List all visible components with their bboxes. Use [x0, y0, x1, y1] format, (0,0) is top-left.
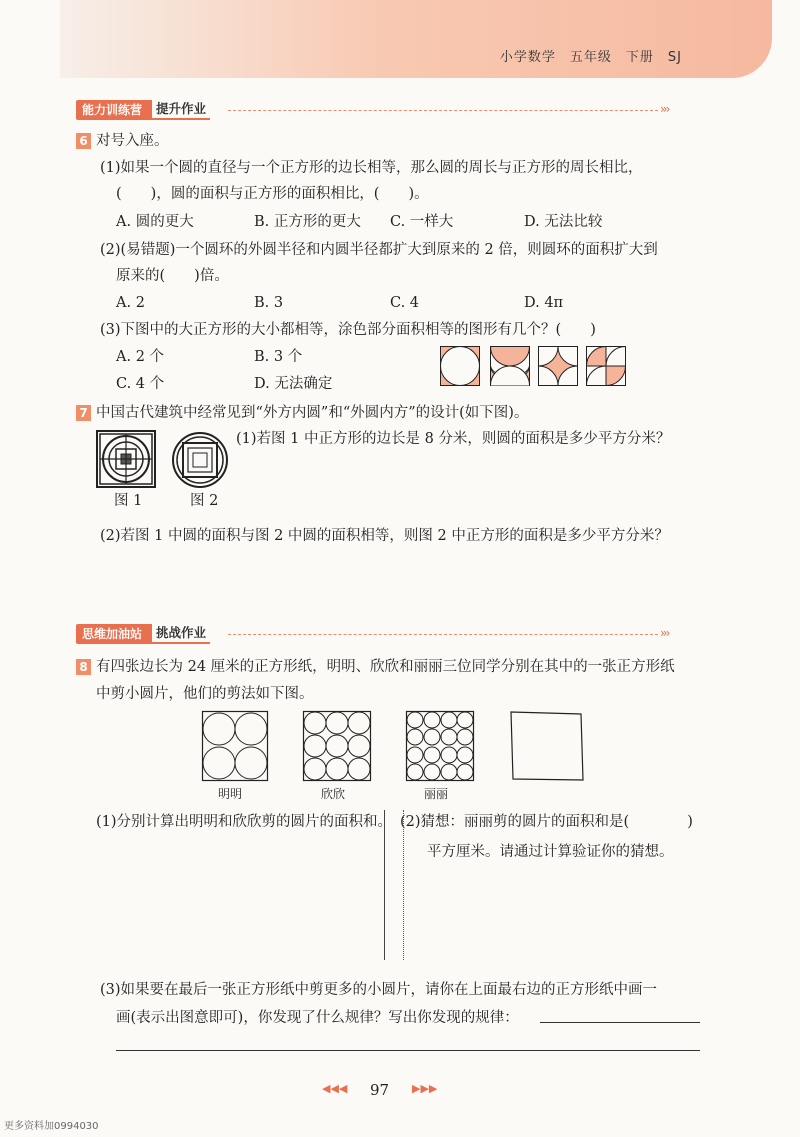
- question-number: 8: [76, 659, 91, 675]
- q6-p1-line2: ( )，圆的面积与正方形的面积相比，( )。: [116, 186, 429, 202]
- option-c: C. 4 个: [116, 376, 165, 392]
- name-mingming: 明明: [218, 787, 243, 801]
- square-paper-lili: [406, 711, 474, 781]
- figure-1-caption: 图 1: [114, 493, 143, 509]
- option-c: C. 4: [390, 295, 420, 311]
- section-tag-sub: 提升作业: [152, 100, 210, 120]
- square-paper-blank[interactable]: [510, 711, 584, 781]
- answer-line[interactable]: [540, 1022, 700, 1023]
- q6-p1-line1: (1)如果一个圆的直径与一个正方形的边长相等，那么圆的周长与正方形的周长相比，: [100, 160, 643, 176]
- answer-line[interactable]: [116, 1050, 700, 1051]
- q8-p2-line1: (2)猜想：丽丽剪的圆片的面积和是( ): [400, 814, 693, 830]
- question-title: 中国古代建筑中经常见到“外方内圆”和“外圆内方”的设计(如下图)。: [96, 405, 529, 421]
- section-tag-ability: [76, 100, 210, 120]
- q8-p1: (1)分别计算出明明和欣欣剪的圆片的面积和。: [96, 814, 393, 830]
- header-text: 小学数学 五年级 下册 SJ: [499, 50, 682, 65]
- shaded-figure-4: [586, 346, 626, 386]
- option-d: D. 无法比较: [524, 214, 603, 230]
- section-tag-label: 思维加油站: [76, 624, 152, 644]
- section-divider: [228, 110, 658, 111]
- page-right-arrows-icon: ▶▶▶: [412, 1082, 438, 1095]
- q8-line2: 中剪小圆片，他们的剪法如下图。: [96, 686, 314, 702]
- figure-2-caption: 图 2: [190, 493, 219, 509]
- option-d: D. 无法确定: [254, 376, 333, 392]
- square-paper-xinxin: [303, 711, 371, 781]
- q7-p1: (1)若图 1 中正方形的边长是 8 分米，则圆的面积是多少平方分米？: [236, 431, 671, 447]
- option-a: A. 圆的更大: [116, 214, 194, 230]
- question-number: 7: [76, 405, 91, 421]
- answer-divider-dotted: [403, 810, 404, 960]
- page-left-arrows-icon: ◀◀◀: [322, 1082, 348, 1095]
- shaded-figure-2: [490, 346, 530, 386]
- option-b: B. 3: [254, 295, 284, 311]
- figure-2-window: [172, 432, 228, 488]
- question-title: 对号入座。: [96, 133, 169, 149]
- option-b: B. 正方形的更大: [254, 214, 361, 230]
- option-a: A. 2: [116, 295, 145, 311]
- shaded-figure-3: [538, 346, 578, 386]
- name-lili: 丽丽: [424, 787, 449, 801]
- option-c: C. 一样大: [390, 214, 454, 230]
- option-b: B. 3 个: [254, 349, 303, 365]
- q6-p2-line1: (2)(易错题)一个圆环的外圆半径和内圆半径都扩大到原来的 2 倍，则圆环的面积扩大到: [100, 242, 658, 258]
- q6-p3-line1: (3)下图中的大正方形的大小都相等，涂色部分面积相等的图形有几个？( ): [100, 322, 596, 338]
- question-number: 6: [76, 133, 91, 149]
- section-tag-sub: 挑战作业: [152, 624, 210, 644]
- q8-line1: 有四张边长为 24 厘米的正方形纸，明明、欣欣和丽丽三位同学分别在其中的一张正方形纸: [96, 659, 675, 675]
- figure-1-window: [96, 430, 156, 488]
- q8-p3-line1: (3)如果要在最后一张正方形纸中剪更多的小圆片，请你在上面最右边的正方形纸中画一: [100, 982, 658, 998]
- q8-p2-line2: 平方厘米。请通过计算验证你的猜想。: [427, 844, 674, 860]
- double-arrow-icon: ›››: [660, 626, 669, 640]
- section-tag-label: 能力训练营: [76, 100, 152, 120]
- section-divider: [228, 634, 658, 635]
- section-tag-challenge: [76, 624, 210, 644]
- q6-p2-line2: 原来的( )倍。: [116, 268, 229, 284]
- page-number: 97: [370, 1081, 390, 1099]
- q7-p2: (2)若图 1 中圆的面积与图 2 中圆的面积相等，则图 2 中正方形的面积是多少平方分米？: [100, 528, 669, 544]
- option-d: D. 4π: [524, 295, 564, 311]
- name-xinxin: 欣欣: [321, 787, 346, 801]
- option-a: A. 2 个: [116, 349, 165, 365]
- watermark: 更多资料加0994030: [4, 1121, 99, 1132]
- square-paper-mingming: [202, 711, 268, 781]
- shaded-figure-1: [440, 346, 480, 386]
- q8-p3-line2: 画(表示出图意即可)，你发现了什么规律？写出你发现的规律：: [116, 1010, 519, 1026]
- answer-divider: [384, 810, 385, 960]
- double-arrow-icon: ›››: [660, 102, 669, 116]
